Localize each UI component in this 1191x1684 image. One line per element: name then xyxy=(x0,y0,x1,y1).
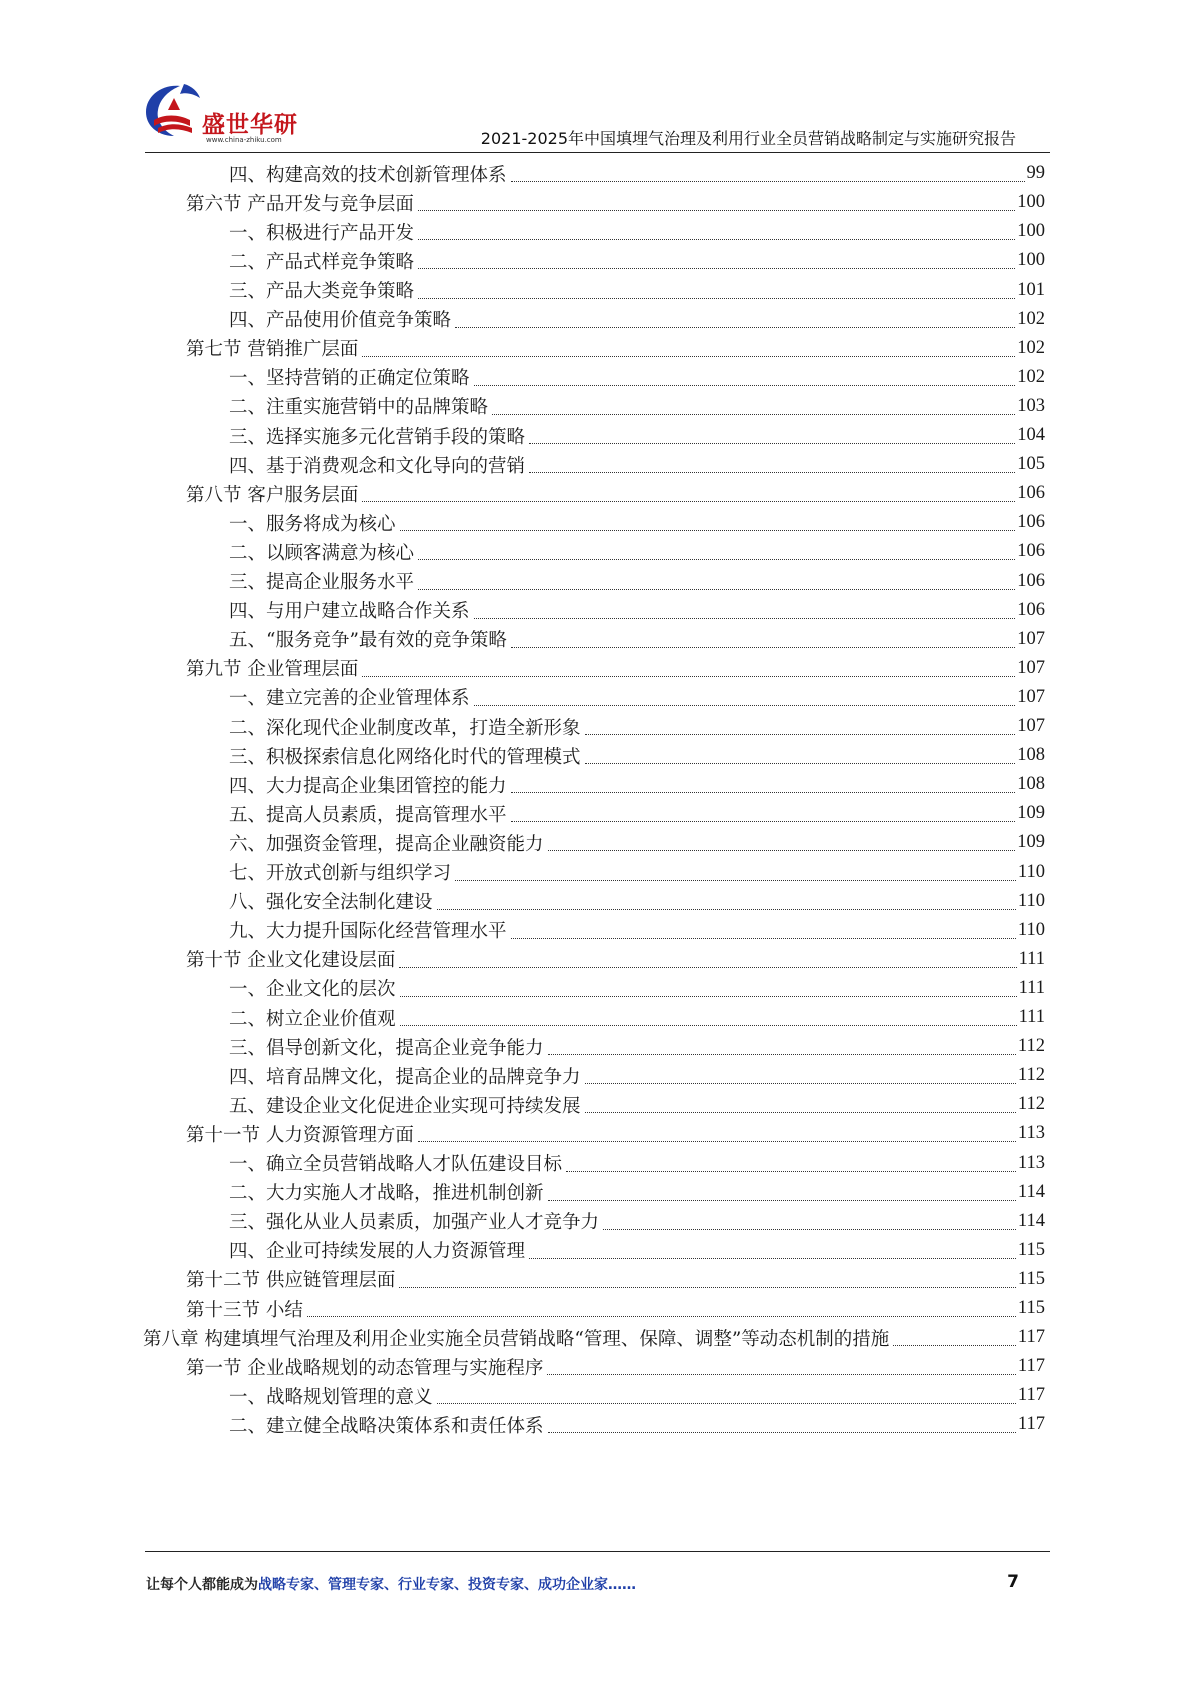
toc-dot-leader xyxy=(547,1374,1016,1375)
toc-dot-leader xyxy=(511,821,1016,822)
toc-entry[interactable] xyxy=(229,769,1045,800)
toc-entry-title: 九、大力提升国际化经营管理水平 xyxy=(229,921,507,943)
toc-entry-title: 第八节 客户服务层面 xyxy=(186,484,359,506)
toc-dot-leader xyxy=(307,1316,1016,1317)
toc-entry[interactable] xyxy=(229,798,1045,829)
toc-entry[interactable] xyxy=(229,740,1045,771)
toc-entry-title: 七、开放式创新与组织学习 xyxy=(229,863,452,885)
toc-entry-title: 一、建立完善的企业管理体系 xyxy=(229,688,470,710)
toc-entry-page: 103 xyxy=(1017,395,1045,416)
toc-entry-page: 102 xyxy=(1017,308,1045,329)
toc-entry-title: 三、提高企业服务水平 xyxy=(229,572,415,594)
toc-entry[interactable] xyxy=(229,536,1045,567)
toc-entry-page: 102 xyxy=(1017,366,1045,387)
toc-dot-leader xyxy=(455,327,1015,328)
toc-dot-leader xyxy=(418,268,1015,269)
toc-entry[interactable] xyxy=(229,1177,1045,1208)
toc-entry-title: 四、与用户建立战略合作关系 xyxy=(229,601,470,623)
toc-entry[interactable] xyxy=(186,187,1045,218)
toc-entry-page: 117 xyxy=(1017,1327,1045,1348)
toc-entry-page: 109 xyxy=(1017,832,1045,853)
toc-entry-title: 四、企业可持续发展的人力资源管理 xyxy=(229,1241,526,1263)
toc-entry-page: 108 xyxy=(1017,745,1045,766)
toc-dot-leader xyxy=(511,647,1015,648)
toc-entry[interactable] xyxy=(186,1351,1045,1382)
toc-entry-title: 二、树立企业价值观 xyxy=(229,1008,396,1030)
toc-entry-title: 四、培育品牌文化，提高企业的品牌竞争力 xyxy=(229,1066,581,1088)
toc-entry-title: 一、确立全员营销战略人才队伍建设目标 xyxy=(229,1154,563,1176)
toc-entry[interactable] xyxy=(229,565,1045,596)
toc-entry-title: 第十二节 供应链管理层面 xyxy=(186,1270,396,1292)
toc-entry-page: 111 xyxy=(1018,948,1045,969)
toc-entry[interactable] xyxy=(186,944,1045,975)
toc-entry-title: 第十节 企业文化建设层面 xyxy=(186,950,396,972)
toc-entry[interactable] xyxy=(229,595,1045,626)
toc-dot-leader xyxy=(362,676,1015,677)
toc-entry[interactable] xyxy=(229,915,1045,946)
toc-entry-page: 113 xyxy=(1017,1123,1045,1144)
toc-entry-page: 110 xyxy=(1017,861,1045,882)
report-title: 2021-2025年中国填埋气治理及利用行业全员营销战略制定与实施研究报告 xyxy=(480,129,1016,148)
toc-dot-leader xyxy=(893,1345,1016,1346)
toc-entry[interactable] xyxy=(229,391,1045,422)
toc-entry-title: 二、大力实施人才战略，推进机制创新 xyxy=(229,1183,544,1205)
toc-entry-title: 第十一节 人力资源管理方面 xyxy=(186,1124,414,1146)
toc-dot-leader xyxy=(474,618,1016,619)
toc-dot-leader xyxy=(418,298,1015,299)
toc-entry[interactable] xyxy=(229,1206,1045,1237)
toc-dot-leader xyxy=(585,1083,1016,1084)
toc-entry-page: 109 xyxy=(1017,803,1045,824)
toc-entry[interactable] xyxy=(186,1293,1045,1324)
toc-entry[interactable] xyxy=(186,653,1045,684)
toc-entry-page: 114 xyxy=(1017,1181,1045,1202)
toc-entry[interactable] xyxy=(229,1031,1045,1062)
toc-entry-title: 八、强化安全法制化建设 xyxy=(229,892,433,914)
toc-entry-title: 第九节 企业管理层面 xyxy=(186,659,359,681)
toc-entry-page: 104 xyxy=(1017,425,1045,446)
toc-dot-leader xyxy=(585,1112,1016,1113)
toc-entry[interactable] xyxy=(229,1089,1045,1120)
toc-dot-leader xyxy=(548,1432,1016,1433)
toc-entry-title: 五、提高人员素质，提高管理水平 xyxy=(229,804,507,826)
toc-dot-leader xyxy=(529,472,1015,473)
toc-entry-title: 第八章 构建填埋气治理及利用企业实施全员营销战略“管理、保障、调整”等动态机制的措施 xyxy=(143,1328,890,1350)
toc-entry-page: 115 xyxy=(1017,1268,1045,1289)
toc-entry[interactable] xyxy=(186,1118,1045,1149)
toc-entry[interactable] xyxy=(229,1409,1045,1440)
toc-entry[interactable] xyxy=(229,827,1045,858)
toc-entry-title: 四、产品使用价值竞争策略 xyxy=(229,310,452,332)
toc-entry-title: 五、“服务竞争”最有效的竞争策略 xyxy=(229,630,507,652)
toc-dot-leader xyxy=(474,385,1016,386)
toc-entry-title: 第六节 产品开发与竞争层面 xyxy=(186,193,414,215)
toc-entry-title: 一、积极进行产品开发 xyxy=(229,222,415,244)
header-divider xyxy=(145,152,1050,153)
toc-dot-leader xyxy=(585,763,1016,764)
toc-dot-leader xyxy=(548,850,1016,851)
toc-entry-page: 106 xyxy=(1017,570,1045,591)
toc-entry-page: 106 xyxy=(1017,512,1045,533)
toc-dot-leader xyxy=(418,239,1015,240)
toc-entry-title: 二、建立健全战略决策体系和责任体系 xyxy=(229,1415,544,1437)
toc-entry[interactable] xyxy=(229,624,1045,655)
toc-entry-title: 三、产品大类竞争策略 xyxy=(229,281,415,303)
toc-dot-leader xyxy=(492,414,1015,415)
toc-entry[interactable] xyxy=(229,1380,1045,1411)
toc-entry-page: 117 xyxy=(1017,1356,1045,1377)
toc-entry[interactable] xyxy=(229,245,1045,276)
toc-entry-page: 107 xyxy=(1017,686,1045,707)
toc-entry-page: 107 xyxy=(1017,657,1045,678)
toc-entry-title: 三、强化从业人员素质，加强产业人才竞争力 xyxy=(229,1212,600,1234)
toc-entry[interactable] xyxy=(186,333,1045,364)
toc-entry-title: 一、战略规划管理的意义 xyxy=(229,1386,433,1408)
toc-entry-title: 一、服务将成为核心 xyxy=(229,513,396,535)
toc-entry-page: 107 xyxy=(1017,716,1045,737)
toc-entry-page: 99 xyxy=(1026,163,1045,184)
toc-dot-leader xyxy=(362,501,1015,502)
toc-dot-leader xyxy=(362,356,1015,357)
toc-entry[interactable] xyxy=(229,886,1045,917)
toc-dot-leader xyxy=(529,1258,1016,1259)
toc-entry[interactable] xyxy=(229,682,1045,713)
toc-entry[interactable] xyxy=(229,158,1045,189)
footer-slogan-accent: 战略专家、管理专家、行业专家、投资专家、成功企业家…… xyxy=(258,1577,636,1593)
toc-entry-title: 三、积极探索信息化网络化时代的管理模式 xyxy=(229,746,581,768)
toc-entry[interactable] xyxy=(229,1235,1045,1266)
toc-entry[interactable] xyxy=(229,1002,1045,1033)
toc-dot-leader xyxy=(400,996,1017,997)
toc-entry-page: 117 xyxy=(1017,1414,1045,1435)
toc-dot-leader xyxy=(455,880,1016,881)
toc-entry[interactable] xyxy=(229,420,1045,451)
toc-entry-page: 102 xyxy=(1017,337,1045,358)
toc-entry-title: 三、倡导创新文化，提高企业竞争能力 xyxy=(229,1037,544,1059)
toc-dot-leader xyxy=(418,559,1015,560)
toc-entry-title: 四、大力提高企业集团管控的能力 xyxy=(229,775,507,797)
toc-entry-page: 117 xyxy=(1017,1385,1045,1406)
toc-entry-title: 五、建设企业文化促进企业实现可持续发展 xyxy=(229,1095,581,1117)
toc-entry-title: 一、企业文化的层次 xyxy=(229,979,396,1001)
toc-dot-leader xyxy=(418,1141,1016,1142)
toc-entry[interactable] xyxy=(229,304,1045,335)
toc-entry[interactable] xyxy=(229,274,1045,305)
toc-entry[interactable] xyxy=(229,856,1045,887)
toc-entry-page: 100 xyxy=(1017,221,1045,242)
toc-dot-leader xyxy=(603,1229,1016,1230)
toc-entry-page: 106 xyxy=(1017,599,1045,620)
toc-entry-page: 100 xyxy=(1017,192,1045,213)
toc-entry-page: 105 xyxy=(1017,454,1045,475)
toc-entry[interactable] xyxy=(229,216,1045,247)
toc-entry-title: 六、加强资金管理，提高企业融资能力 xyxy=(229,833,544,855)
toc-entry-page: 112 xyxy=(1017,1094,1045,1115)
toc-entry-title: 二、产品式样竞争策略 xyxy=(229,251,415,273)
toc-entry-page: 112 xyxy=(1017,1036,1045,1057)
toc-entry[interactable] xyxy=(229,1147,1045,1178)
footer-slogan-prefix: 让每个人都能成为 xyxy=(146,1577,258,1593)
toc-entry-page: 107 xyxy=(1017,628,1045,649)
toc-entry[interactable] xyxy=(229,362,1045,393)
toc-entry-page: 111 xyxy=(1018,1007,1045,1028)
toc-entry-page: 115 xyxy=(1017,1239,1045,1260)
logo-url: www.china-zhiku.com xyxy=(206,136,282,144)
toc-entry[interactable] xyxy=(229,973,1045,1004)
toc-entry-page: 106 xyxy=(1017,541,1045,562)
footer-slogan xyxy=(146,1574,636,1594)
toc-entry[interactable] xyxy=(229,449,1045,480)
toc-dot-leader xyxy=(418,589,1015,590)
logo-emblem-icon xyxy=(140,80,210,142)
toc-entry-title: 第七节 营销推广层面 xyxy=(186,339,359,361)
toc-entry-title: 四、构建高效的技术创新管理体系 xyxy=(229,164,507,186)
toc-entry-page: 111 xyxy=(1018,977,1045,998)
toc-dot-leader xyxy=(474,705,1016,706)
toc-dot-leader xyxy=(399,1287,1016,1288)
toc-entry-title: 第一节 企业战略规划的动态管理与实施程序 xyxy=(186,1357,544,1379)
toc-dot-leader xyxy=(548,1054,1016,1055)
toc-entry[interactable] xyxy=(229,507,1045,538)
toc-entry-title: 一、坚持营销的正确定位策略 xyxy=(229,368,470,390)
page-header xyxy=(0,0,1191,160)
toc-dot-leader xyxy=(399,967,1016,968)
toc-dot-leader xyxy=(511,938,1016,939)
toc-entry-title: 二、以顾客满意为核心 xyxy=(229,542,415,564)
toc-entry[interactable] xyxy=(229,711,1045,742)
footer-divider xyxy=(145,1551,1050,1552)
toc-dot-leader xyxy=(437,1403,1016,1404)
toc-entry-title: 二、注重实施营销中的品牌策略 xyxy=(229,397,489,419)
toc-entry-page: 112 xyxy=(1017,1065,1045,1086)
toc-entry[interactable] xyxy=(229,1060,1045,1091)
toc-entry[interactable] xyxy=(186,1264,1045,1295)
toc-entry[interactable] xyxy=(186,478,1045,509)
toc-dot-leader xyxy=(529,443,1015,444)
toc-dot-leader xyxy=(400,1025,1017,1026)
toc-dot-leader xyxy=(400,530,1016,531)
toc-dot-leader xyxy=(585,734,1016,735)
toc-entry-title: 第十三节 小结 xyxy=(186,1299,303,1321)
toc-entry-page: 115 xyxy=(1017,1298,1045,1319)
company-logo xyxy=(140,80,310,150)
toc-entry-page: 110 xyxy=(1017,919,1045,940)
toc-dot-leader xyxy=(511,181,1025,182)
toc-dot-leader xyxy=(418,210,1015,211)
toc-entry-title: 四、基于消费观念和文化导向的营销 xyxy=(229,455,526,477)
toc-entry-title: 二、深化现代企业制度改革，打造全新形象 xyxy=(229,717,581,739)
toc-entry-page: 101 xyxy=(1017,279,1045,300)
toc-dot-leader xyxy=(548,1200,1016,1201)
toc-entry-page: 106 xyxy=(1017,483,1045,504)
toc-entry[interactable] xyxy=(143,1322,1045,1353)
toc-dot-leader xyxy=(511,792,1016,793)
logo-name: 盛世华研 xyxy=(202,112,298,138)
toc-entry-page: 113 xyxy=(1017,1152,1045,1173)
toc-dot-leader xyxy=(566,1171,1016,1172)
toc-entry-title: 三、选择实施多元化营销手段的策略 xyxy=(229,426,526,448)
toc-entry-page: 110 xyxy=(1017,890,1045,911)
toc-entry-page: 100 xyxy=(1017,250,1045,271)
page-number: 7 xyxy=(1007,1572,1019,1592)
toc-entry-page: 108 xyxy=(1017,774,1045,795)
toc-dot-leader xyxy=(437,909,1016,910)
toc-entry-page: 114 xyxy=(1017,1210,1045,1231)
